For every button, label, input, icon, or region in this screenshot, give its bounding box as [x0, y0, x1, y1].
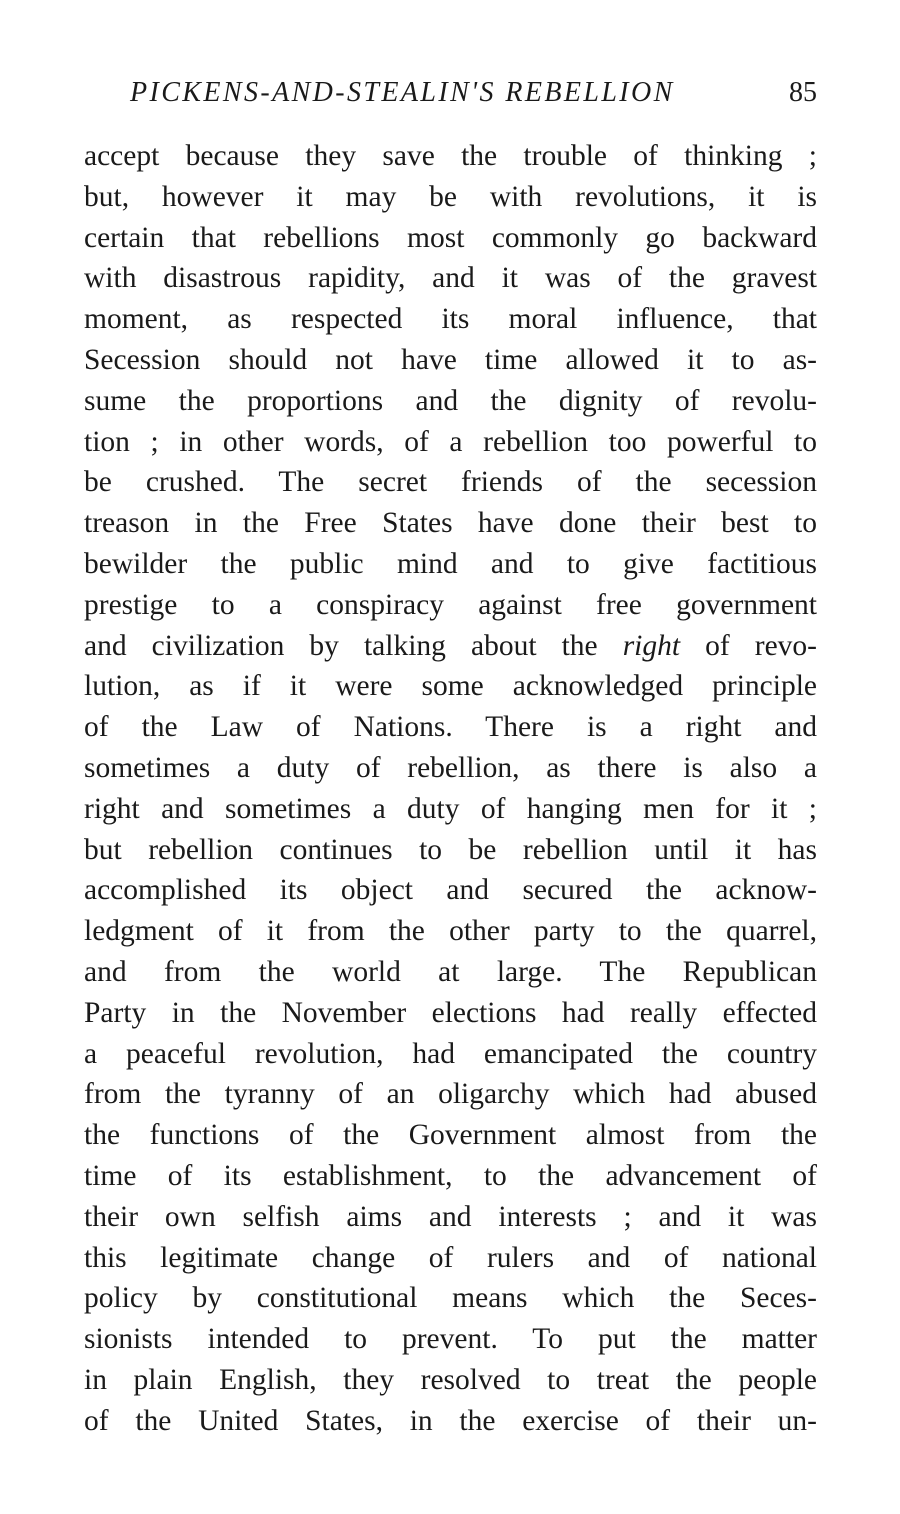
text-line: but rebellion continues to be rebellion until it has: [84, 833, 817, 866]
text-line: from the tyranny of an oligarchy which had abused: [84, 1078, 817, 1111]
text-line: ledgment of it from the other party to the quarrel,: [84, 915, 817, 948]
text-line: but, however it may be with revolutions, it is: [84, 180, 817, 213]
text-line: Secession should not have time allowed it to as-: [84, 343, 817, 376]
running-head: [84, 76, 817, 110]
text-line: right and sometimes a duty of hanging men for it ;: [84, 792, 817, 825]
running-title: PICKENS-AND-STEALIN'S REBELLION: [130, 77, 675, 108]
text-line: of the United States, in the exercise of their un-: [84, 1404, 817, 1437]
text-line-with-italic: [84, 626, 817, 667]
page-number: 85: [789, 77, 817, 108]
text-line: in plain English, they resolved to treat the people: [84, 1363, 817, 1396]
text-line: of the Law of Nations. There is a right and: [84, 711, 817, 744]
text-line: sionists intended to prevent. To put the matter: [84, 1323, 817, 1356]
text-line: time of its establishment, to the advancement of: [84, 1159, 817, 1192]
text-line: bewilder the public mind and to give factitious: [84, 547, 817, 580]
text-line: be crushed. The secret friends of the secession: [84, 466, 817, 499]
text-line: sometimes a duty of rebellion, as there is also a: [84, 751, 817, 784]
text-line: accomplished its object and secured the acknow-: [84, 874, 817, 907]
text-segment: of revo-: [680, 629, 817, 662]
text-line: lution, as if it were some acknowledged principle: [84, 670, 817, 703]
text-line: moment, as respected its moral influence, that: [84, 303, 817, 336]
text-line: and from the world at large. The Republican: [84, 955, 817, 988]
text-line: this legitimate change of rulers and of national: [84, 1241, 817, 1274]
text-line: tion ; in other words, of a rebellion too powerful to: [84, 425, 817, 458]
text-line: policy by constitutional means which the Seces-: [84, 1282, 817, 1315]
body-text: [84, 136, 817, 1442]
text-line: sume the proportions and the dignity of revolu-: [84, 384, 817, 417]
text-line: prestige to a conspiracy against free government: [84, 588, 817, 621]
text-line: their own selfish aims and interests ; and it was: [84, 1200, 817, 1233]
text-line: certain that rebellions most commonly go backward: [84, 221, 817, 254]
italic-word: right: [622, 629, 681, 662]
text-segment: and civilization by talking about the: [84, 629, 623, 662]
text-line: Party in the November elections had really effected: [84, 996, 817, 1029]
text-line: the functions of the Government almost from the: [84, 1119, 817, 1152]
text-line: a peaceful revolution, had emancipated the country: [84, 1037, 817, 1070]
text-line: with disastrous rapidity, and it was of the gravest: [84, 262, 817, 295]
text-line: accept because they save the trouble of thinking ;: [84, 140, 817, 172]
text-line: treason in the Free States have done their best to: [84, 507, 817, 540]
